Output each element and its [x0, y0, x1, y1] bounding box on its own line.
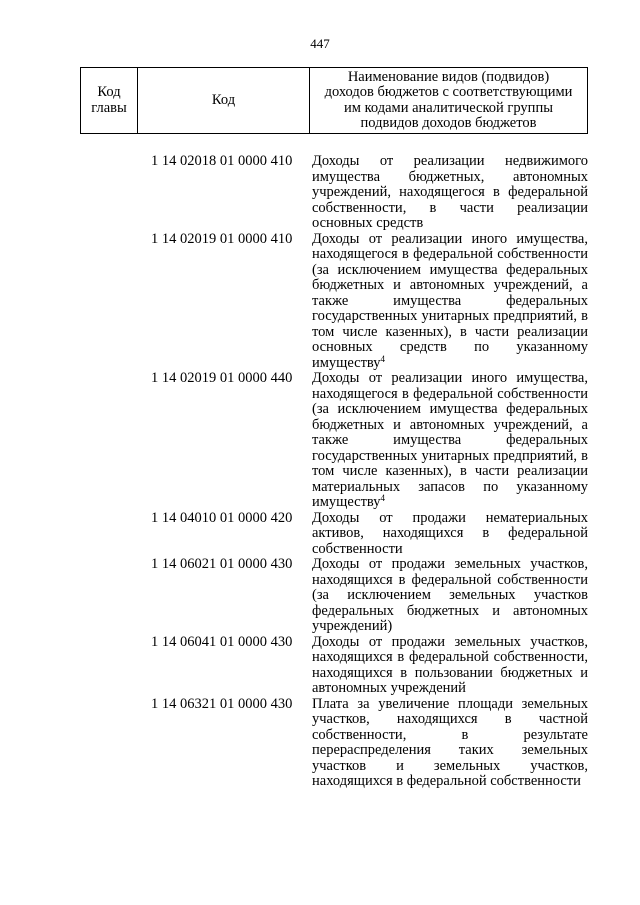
income-row	[0, 232, 640, 372]
description-line: Доходы от реализации иного имущества,	[312, 370, 588, 386]
description-line: учреждений, находящегося в федеральной	[312, 184, 588, 200]
description-line: перераспределения таких земельных	[312, 742, 588, 758]
income-description	[312, 511, 588, 558]
description-line: государственных унитарных предприятий, в	[312, 308, 588, 324]
description-line: том числе казенных), в части реализации	[312, 323, 588, 340]
income-row	[0, 557, 640, 635]
description-line: (за исключением земельных участков	[312, 587, 588, 603]
income-description	[312, 232, 588, 372]
description-line: учреждений)	[312, 618, 393, 634]
income-code: 1 14 04010 01 0000 420	[151, 509, 293, 526]
income-row	[0, 697, 640, 790]
description-line: имущества бюджетных, автономных	[312, 168, 588, 185]
description-line: Доходы от реализации недвижимого	[312, 153, 588, 169]
description-line: федеральных бюджетных и автономных	[312, 602, 588, 619]
description-line: Плата за увеличение площади земельных	[312, 695, 588, 712]
description-line: находящихся в федеральной собственности	[312, 773, 581, 789]
description-line: находящегося в федеральной собственности	[312, 385, 588, 402]
header-income-name: Наименование видов (подвидов) доходов бюджетов с соответствующими им кодами аналитической группы подвидов доходов бюджетов	[310, 68, 588, 134]
table-header	[80, 67, 588, 134]
page-number: 447	[310, 36, 330, 51]
description-line: бюджетных и автономных учреждений, а	[312, 416, 588, 433]
income-description	[312, 154, 588, 232]
description-line: (за исключением имущества федеральных	[312, 261, 588, 278]
income-description	[312, 557, 588, 635]
header-chapter-code: Код главы	[81, 68, 138, 134]
description-line: государственных унитарных предприятий, в	[312, 447, 588, 464]
description-line: Доходы от реализации иного имущества,	[312, 230, 588, 247]
footnote-marker: 4	[380, 493, 386, 503]
footnote-marker: 4	[380, 353, 386, 364]
income-row	[0, 511, 640, 558]
description-line: активов, находящихся в федеральной	[312, 525, 588, 541]
income-code: 1 14 02019 01 0000 410	[151, 230, 293, 247]
description-line: собственности	[312, 540, 403, 557]
description-line: Доходы от продажи земельных участков,	[312, 556, 588, 572]
income-code: 1 14 06321 01 0000 430	[151, 695, 293, 712]
description-line: том числе казенных), в части реализации	[312, 463, 588, 479]
description-line: бюджетных и автономных учреждений, а	[312, 277, 588, 293]
income-row	[0, 371, 640, 511]
description-line: Доходы от продажи нематериальных	[312, 509, 588, 526]
income-description	[312, 371, 588, 511]
description-line: автономных учреждений	[312, 680, 466, 696]
description-line: основных средств	[312, 215, 424, 231]
description-line: участков и земельных участков,	[312, 757, 588, 774]
header-code: Код	[138, 68, 310, 134]
description-line: имуществу$^4$	[312, 493, 386, 510]
description-line: основных средств по указанному	[312, 339, 588, 355]
income-code: 1 14 06021 01 0000 430	[151, 556, 293, 572]
description-line: находящихся в пользовании бюджетных и	[312, 664, 588, 681]
description-line: материальных запасов по указанному	[312, 478, 588, 495]
income-row	[0, 635, 640, 697]
description-line: находящихся в федеральной собственности	[312, 571, 588, 588]
description-line: также имущества федеральных	[312, 432, 588, 448]
description-line: имуществу$^4$	[312, 353, 386, 371]
description-line: собственности, в результате	[312, 726, 588, 743]
income-code: 1 14 02018 01 0000 410	[151, 153, 293, 169]
description-line: находящихся в федеральной собственности,	[312, 649, 588, 665]
income-description	[312, 697, 588, 790]
description-line: Доходы от продажи земельных участков,	[312, 633, 588, 650]
income-code: 1 14 06041 01 0000 430	[151, 633, 293, 650]
description-line: также имущества федеральных	[312, 292, 588, 309]
income-list	[0, 154, 640, 790]
description-line: участков, находящихся в частной	[312, 711, 588, 727]
description-line: (за исключением имущества федеральных	[312, 401, 588, 417]
description-line: находящегося в федеральной собственности	[312, 246, 588, 262]
income-code: 1 14 02019 01 0000 440	[151, 370, 293, 386]
description-line: собственности, в части реализации	[312, 199, 588, 216]
income-description	[312, 635, 588, 697]
income-row	[0, 154, 640, 232]
